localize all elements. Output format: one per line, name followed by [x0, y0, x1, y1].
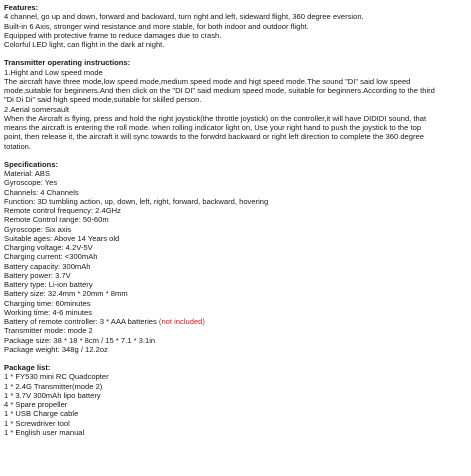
- package-item: 1 * English user manual: [4, 427, 85, 437]
- package-item: 1 * 3.7V 300mAh lipo battery: [4, 390, 101, 400]
- features-line: Colorful LED light, can flight in the dark at night.: [4, 40, 165, 49]
- spec-line: Remote Control range: 50-60m: [4, 215, 109, 225]
- features-line: Equipped with protective frame to reduce damages due to crash.: [4, 30, 222, 40]
- spec-line: Gyroscope: Six axis: [4, 224, 72, 234]
- spec-line: Function: 3D tumbling action, up, down, left, right, forward, backward, hovering: [4, 196, 269, 206]
- features-section: [4, 3, 467, 49]
- spec-line: Transmitter mode: mode 2: [4, 326, 93, 336]
- spec-line: Charging current: <300mAh: [4, 252, 98, 262]
- spec-line: Battery type: Li-ion battery: [4, 280, 93, 289]
- instructions-line: When the Aircraft is flying, press and hold the right joystick(the throttle joystick) on the controller,it will have DIDIDI sound, that: [4, 113, 427, 123]
- package-item: 1 * Screwdriver tool: [4, 418, 70, 428]
- spec-line: Suitable ages: Above 14 Years old: [4, 233, 120, 243]
- package-item: 1 * 2.4G Transmitter(mode 2): [4, 381, 103, 391]
- spec-line: Material: ABS: [4, 169, 51, 178]
- instructions-line: 1.Hight and Low speed mode: [4, 67, 103, 77]
- spec-line: Package weight: 348g / 12.2oz: [4, 344, 108, 354]
- instructions-line: point, then release it, the aircraft it will sync towards to the forwdrd backward or right left direction to complete the 360 degree: [4, 132, 424, 142]
- instructions-line: means the aircraft is entering the roll mode. when rolling indicator light on, Use your right hand to push the joystick to the top: [4, 123, 422, 132]
- instructions-line: "Di Di Di" said high speed mode,suitable for skilled person.: [4, 95, 202, 105]
- instructions-heading: Transmitter operating instructions:: [4, 58, 131, 68]
- spec-line: Battery power: 3.7V: [4, 270, 71, 280]
- instructions-line: totation.: [4, 141, 32, 151]
- spec-line: Charging time: 60minutes: [4, 298, 91, 308]
- spec-line-remote-battery: [4, 317, 467, 326]
- package-item: 1 * FY530 mini RC Quadcopter: [4, 372, 109, 382]
- spec-line: Package size: 38 * 18 * 8cm / 15 * 7.1 * 3.1in: [4, 335, 156, 345]
- specifications-section: [4, 160, 467, 354]
- features-line: 4 channel, go up and down, forward and backward, turn right and left, sideward flight, 360 degree eversion.: [4, 12, 364, 22]
- package-item: 4 * Spare propeller: [4, 400, 68, 409]
- instructions-line: The aircraft have three mode,low speed mode,medium speed mode and higt speed mode.The sound "DI" said low speed: [4, 76, 411, 86]
- spec-line: Gyroscope: Yes: [4, 178, 58, 188]
- spec-line: Working time: 4-6 minutes: [4, 307, 93, 317]
- instructions-line: 2.Aerial somersault: [4, 104, 69, 114]
- spec-line: Battery capacity: 300mAh: [4, 261, 91, 271]
- section-spacer: [4, 151, 467, 160]
- section-spacer: [4, 354, 467, 363]
- instructions-line: mode,suitable for beginners.And then click on the "DI DI" said medium speed mode, suitable for beginners.According to the third: [4, 86, 435, 95]
- specifications-heading: Specifications:: [4, 159, 59, 169]
- spec-line: Remote control frequency: 2.4GHz: [4, 206, 121, 215]
- spec-line: Battery size: 32.4mm * 20mm * 8mm: [4, 289, 128, 299]
- package-item: 1 * USB Charge cable: [4, 409, 79, 419]
- features-heading: Features:: [4, 3, 39, 12]
- spec-line: Channels: 4 Channels: [4, 187, 79, 197]
- not-included-note: (not included): [158, 317, 205, 326]
- instructions-section: [4, 58, 467, 151]
- spec-line: Charging voltage: 4.2V-5V: [4, 243, 93, 252]
- section-spacer: [4, 49, 467, 58]
- remote-battery-text: Battery of remote controller: 3 * AAA batteries: [4, 317, 157, 326]
- features-line: Built-in 6 Axis, stronger wind resistance and more stable, for both indoor and outdoor flight.: [4, 21, 309, 31]
- package-section: [4, 363, 467, 437]
- package-heading: Package list:: [4, 363, 51, 372]
